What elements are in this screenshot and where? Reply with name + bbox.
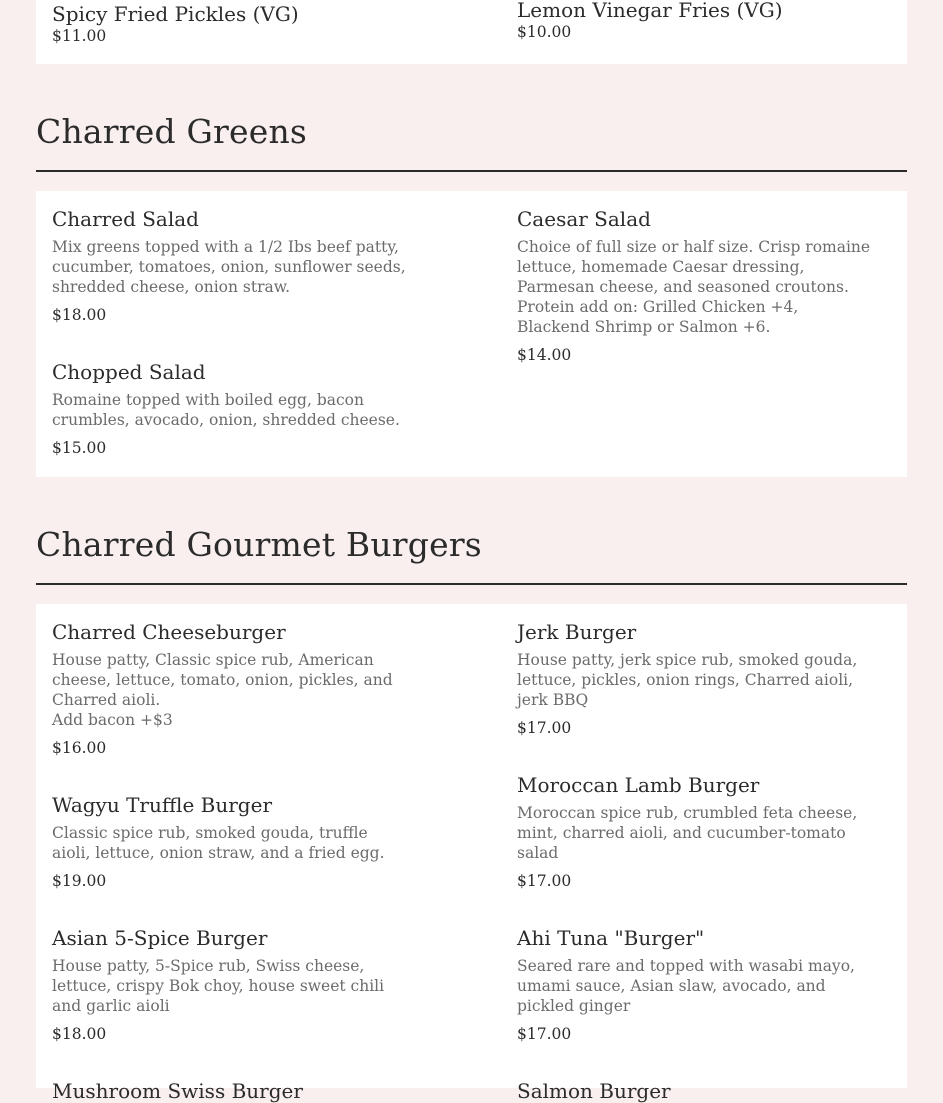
menu-item[interactable] <box>52 793 407 891</box>
menu-item[interactable] <box>517 620 872 738</box>
section-title-burgers: Charred Gourmet Burgers <box>36 525 482 564</box>
menu-item[interactable] <box>52 207 407 325</box>
item-addon: Add bacon +$3 <box>52 711 173 729</box>
item-price: $16.00 <box>52 739 107 757</box>
item-name: Moroccan Lamb Burger <box>517 773 760 797</box>
item-price: $17.00 <box>517 872 572 890</box>
item-name: Charred Salad <box>52 207 199 231</box>
section-divider <box>36 583 907 585</box>
item-price: $18.00 <box>52 306 107 324</box>
item-price: $10.00 <box>517 23 572 41</box>
menu-item[interactable] <box>517 207 872 365</box>
item-name: Spicy Fried Pickles (VG) <box>52 2 299 26</box>
item-price: $17.00 <box>517 719 572 737</box>
item-description: Seared rare and topped with wasabi mayo, umami sauce, Asian slaw, avocado, and pickled ginger <box>517 957 855 1015</box>
item-price: $14.00 <box>517 346 572 364</box>
item-name: Caesar Salad <box>517 207 651 231</box>
item-name: Charred Cheeseburger <box>52 620 286 644</box>
menu-item[interactable] <box>517 0 872 42</box>
item-price: $17.00 <box>517 1025 572 1043</box>
item-name: Lemon Vinegar Fries (VG) <box>517 0 783 22</box>
menu-item[interactable] <box>517 773 872 891</box>
item-description: Moroccan spice rub, crumbled feta cheese, mint, charred aioli, and cucumber-tomato salad <box>517 804 858 862</box>
menu-item[interactable] <box>52 1079 407 1103</box>
section-title-greens: Charred Greens <box>36 112 308 151</box>
section-divider <box>36 170 907 172</box>
item-description: Classic spice rub, smoked gouda, truffle aioli, lettuce, onion straw, and a fried egg. <box>52 824 385 862</box>
menu-item[interactable] <box>517 1079 872 1103</box>
item-name: Chopped Salad <box>52 360 206 384</box>
item-name: Ahi Tuna "Burger" <box>517 926 705 950</box>
item-name: Mushroom Swiss Burger <box>52 1079 303 1103</box>
item-price: $18.00 <box>52 1025 107 1043</box>
item-name: Salmon Burger <box>517 1079 671 1103</box>
menu-item[interactable] <box>517 926 872 1044</box>
item-description: House patty, 5-Spice rub, Swiss cheese, lettuce, crispy Bok choy, house sweet chili and garlic aioli <box>52 957 385 1015</box>
menu-item[interactable] <box>52 360 407 458</box>
item-description: Choice of full size or half size. Crisp romaine lettuce, homemade Caesar dressing, Parmesan cheese, and seasoned croutons. Protein add on: Grilled Chicken +4, Blackend Shrimp or Salmon +6. <box>517 238 871 336</box>
item-description: Romaine topped with boiled egg, bacon crumbles, avocado, onion, shredded cheese. <box>52 391 400 429</box>
menu-item[interactable] <box>52 2 407 46</box>
item-name: Wagyu Truffle Burger <box>52 793 272 817</box>
item-price: $15.00 <box>52 439 107 457</box>
menu-item[interactable] <box>52 620 407 758</box>
item-description: House patty, jerk spice rub, smoked gouda, lettuce, pickles, onion rings, Charred aioli, jerk BBQ <box>517 651 858 709</box>
greens-card <box>36 191 907 477</box>
item-description: Mix greens topped with a 1/2 Ibs beef patty, cucumber, tomatoes, onion, sunflower seeds, shredded cheese, onion straw. <box>52 238 406 296</box>
item-price: $19.00 <box>52 872 107 890</box>
item-price: $11.00 <box>52 27 107 45</box>
menu-item[interactable] <box>52 926 407 1044</box>
burgers-card <box>36 604 907 1103</box>
item-name: Asian 5-Spice Burger <box>52 926 268 950</box>
item-name: Jerk Burger <box>517 620 637 644</box>
item-description: House patty, Classic spice rub, American cheese, lettuce, tomato, onion, pickles, and Charred aioli. Add bacon +$3 <box>52 651 393 729</box>
sides-card <box>36 0 907 64</box>
